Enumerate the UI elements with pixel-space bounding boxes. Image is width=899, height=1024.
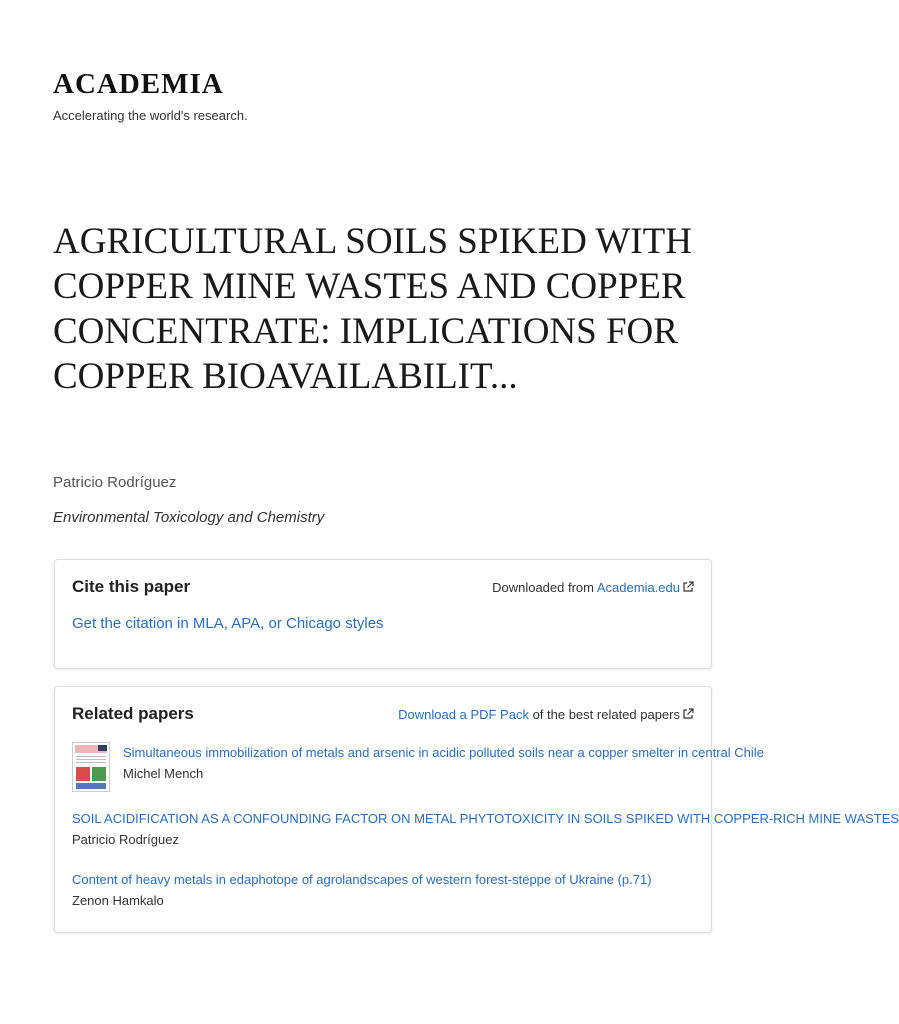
paper-thumbnail[interactable] (72, 742, 110, 792)
related-paper-author: Patricio Rodríguez (72, 832, 179, 847)
tagline: Accelerating the world's research. (53, 108, 248, 123)
external-link-icon[interactable] (682, 708, 694, 723)
related-card-title: Related papers (72, 704, 194, 723)
pdf-pack (398, 707, 694, 723)
site-header (53, 68, 248, 123)
related-paper-author: Zenon Hamkalo (72, 893, 164, 908)
list-item (72, 810, 899, 848)
citation-styles-link[interactable]: Get the citation in MLA, APA, or Chicago styles (72, 615, 384, 632)
thumb-line (76, 759, 106, 760)
external-link-icon[interactable] (682, 581, 694, 596)
related-paper-title[interactable]: Content of heavy metals in edaphotope of agrolandscapes of western forest-steppe of Ukraine (p.71) (72, 872, 652, 887)
related-papers-card (54, 686, 899, 933)
pdf-pack-suffix: of the best related papers (528, 707, 680, 722)
related-paper-author: Michel Mench (123, 766, 204, 781)
thumb-figure (76, 783, 106, 789)
thumb-badge (98, 745, 107, 751)
downloaded-from (492, 580, 694, 596)
academia-edu-link[interactable]: Academia.edu (596, 580, 680, 595)
downloaded-prefix: Downloaded from (492, 580, 597, 595)
download-pdf-pack-link[interactable]: Download a PDF Pack (398, 707, 529, 722)
thumb-figure (92, 767, 106, 781)
related-paper-title[interactable]: SOIL ACIDIFICATION AS A CONFOUNDING FACTOR ON METAL PHYTOTOXICITY IN SOILS SPIKED WITH COPPER-RICH MINE WASTES (72, 811, 899, 826)
paper-author: Patricio Rodríguez (53, 474, 177, 491)
cite-card (54, 559, 712, 669)
cite-card-title: Cite this paper (72, 577, 191, 596)
thumb-line (76, 762, 106, 763)
paper-journal: Environmental Toxicology and Chemistry (53, 509, 325, 526)
related-paper-title[interactable]: Simultaneous immobilization of metals and arsenic in acidic polluted soils near a copper smelter in central Chile (123, 745, 764, 760)
thumb-line (76, 756, 106, 757)
list-item (72, 871, 694, 909)
paper-title: AGRICULTURAL SOILS SPIKED WITH COPPER MINE WASTES AND COPPER CONCENTRATE: IMPLICATIONS FOR COPPER BIOAVAILABILIT... (53, 221, 692, 397)
list-item (123, 744, 764, 782)
academia-logo[interactable]: ACADEMIA (53, 68, 224, 100)
thumb-figure (76, 767, 90, 781)
